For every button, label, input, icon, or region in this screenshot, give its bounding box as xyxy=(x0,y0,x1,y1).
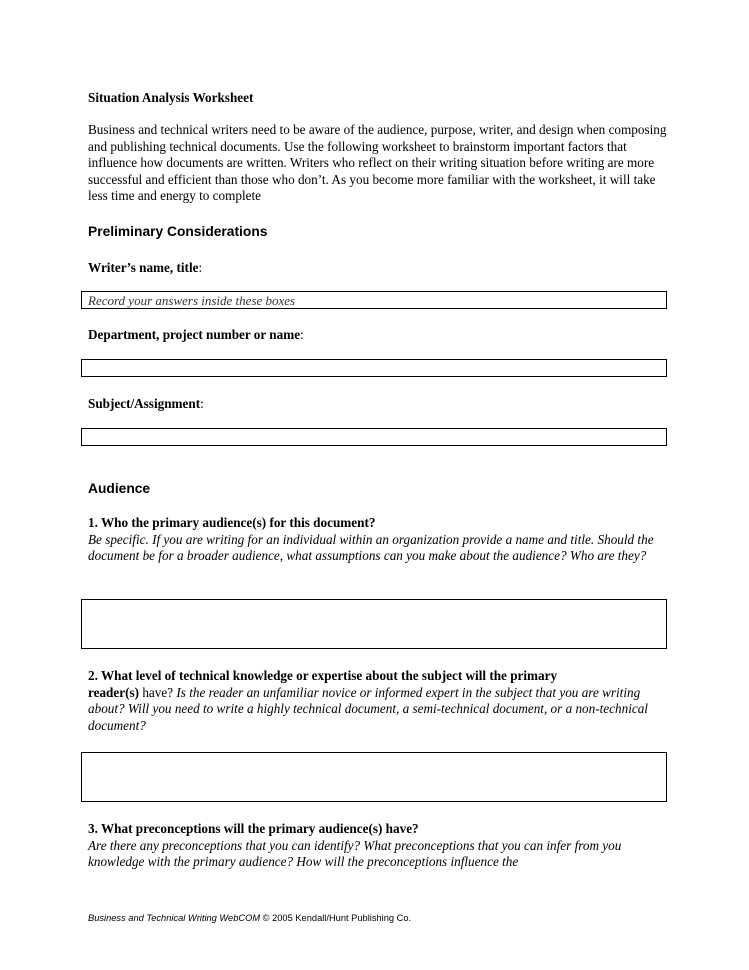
question-3-text: 3. What preconceptions will the primary audience(s) have? xyxy=(88,821,419,836)
department-field[interactable] xyxy=(81,359,667,377)
department-label xyxy=(88,327,304,343)
question-2-have: have? xyxy=(139,684,177,700)
intro-text: Business and technical writers need to be aware of the audience, purpose, writer, and design when composing and publishing technical documents. Use the following worksheet to brainstorm important factors that influence how documents are written. Writers who reflect on their writing situation before writing are more successful and efficient than those who don’t. As you become more familiar with the worksheet, it will take less time and energy to complete xyxy=(88,122,667,204)
writer-name-field[interactable] xyxy=(81,291,667,309)
page-title: Situation Analysis Worksheet xyxy=(88,90,254,105)
question-2-text: 2. What level of technical knowledge or expertise about the subject will the primary xyxy=(88,668,558,683)
department-label-colon: : xyxy=(300,327,304,342)
question-3 xyxy=(88,821,678,871)
question-1-answer-field[interactable] xyxy=(81,599,667,649)
subject-field[interactable] xyxy=(81,428,667,446)
question-3-guidance: Are there any preconceptions that you can identify? What preconceptions that you can infer from you knowledge with the primary audience? How will the preconceptions influence the xyxy=(88,837,622,870)
page-footer xyxy=(88,913,411,923)
question-1-text: 1. Who the primary audience(s) for this document? xyxy=(88,515,376,530)
subject-label xyxy=(88,396,204,412)
question-1 xyxy=(88,515,678,565)
writer-label-colon: : xyxy=(198,260,203,275)
question-2-guidance: Is the reader an unfamiliar novice or informed expert in the subject that you are writing about? Will you need to write a highly technical document, a semi-technical document, or a non-technical document? xyxy=(88,684,648,733)
question-2-text-cont: reader(s) xyxy=(88,684,140,700)
intro-paragraph xyxy=(88,122,678,205)
department-label-text: Department, project number or name xyxy=(88,327,301,342)
writer-label xyxy=(88,260,202,276)
writer-label-text: Writer’s name, title xyxy=(88,260,199,275)
subject-label-text: Subject/Assignment xyxy=(88,396,201,411)
question-2 xyxy=(88,668,678,734)
writer-name-hint: Record your answers inside these boxes xyxy=(88,293,296,308)
subject-label-colon: : xyxy=(200,396,204,411)
question-2-answer-field[interactable] xyxy=(81,752,667,802)
section-heading-preliminary: Preliminary Considerations xyxy=(88,224,268,239)
question-1-guidance: Be specific. If you are writing for an individual within an organization provide a name and title. Should the document be for a broader audience, what assumptions can you make about the audience? Who are they? xyxy=(88,531,654,564)
footer-copyright: © 2005 Kendall/Hunt Publishing Co. xyxy=(260,913,412,923)
footer-publication: Business and Technical Writing WebCOM xyxy=(88,913,261,923)
section-heading-audience: Audience xyxy=(88,481,151,496)
